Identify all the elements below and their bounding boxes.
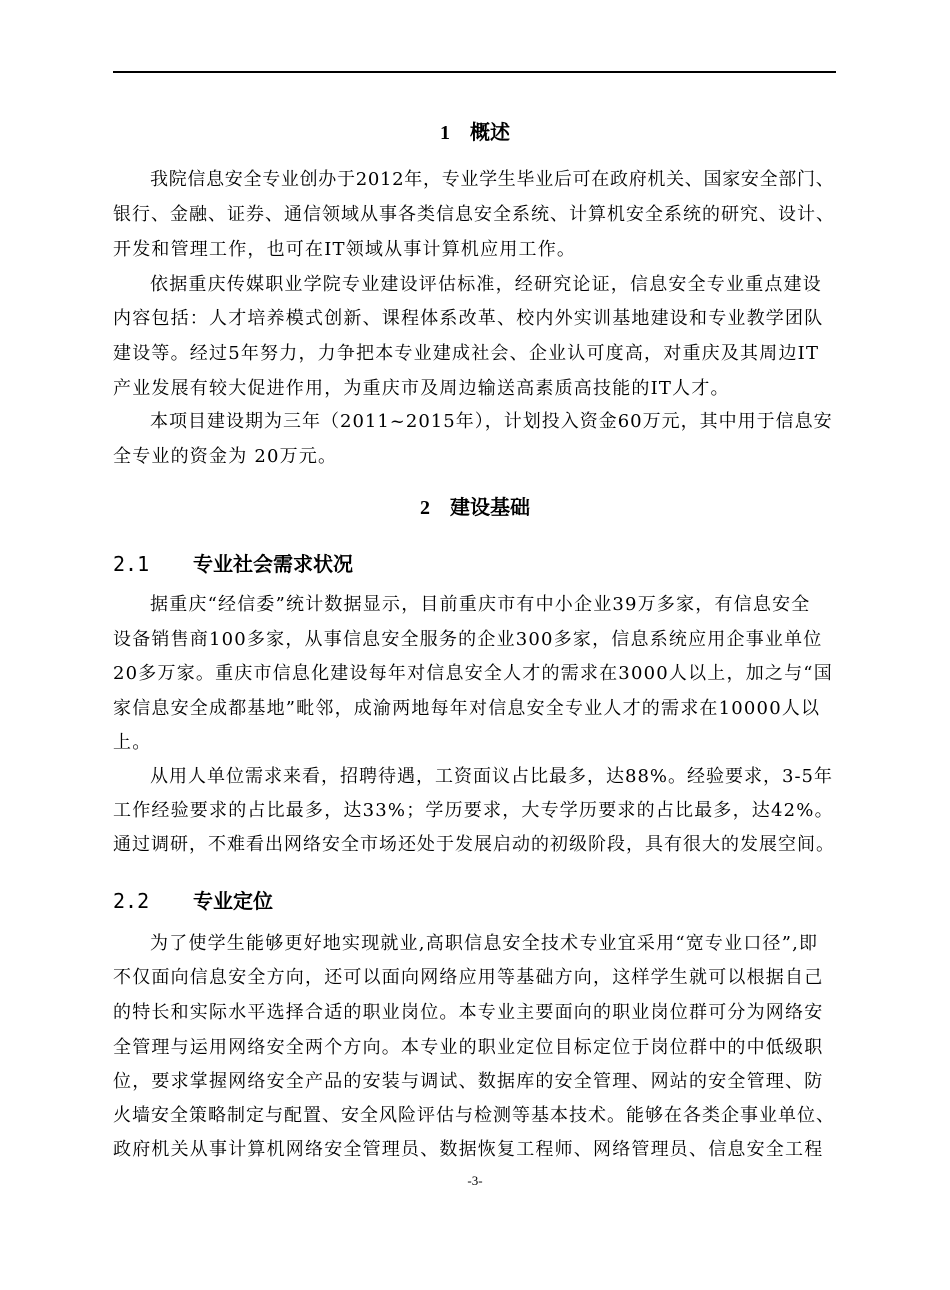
paragraph-line: 本项目建设期为三年（2011~2015年），计划投入资金60万元，其中用于信息安 xyxy=(150,411,833,432)
section-heading-2 xyxy=(0,491,950,520)
section-number: 2 xyxy=(420,497,430,519)
paragraph-line: 通过调研，不难看出网络安全市场还处于发展启动的初级阶段，具有很大的发展空间。 xyxy=(113,834,835,855)
section-number: 1 xyxy=(440,122,450,144)
paragraph-line: 家信息安全成都基地”毗邻，成渝两地每年对信息安全专业人才的需求在10000人以 xyxy=(113,698,821,719)
paragraph-line: 从用人单位需求来看，招聘待遇，工资面议占比最多，达88%。经验要求，3-5年 xyxy=(150,766,833,787)
paragraph-line: 银行、金融、证券、通信领域从事各类信息安全系统、计算机安全系统的研究、设计、 xyxy=(113,204,835,225)
paragraph-line: 全专业的资金为 20万元。 xyxy=(113,446,338,467)
paragraph-line: 产业发展有较大促进作用，为重庆市及周边输送高素质高技能的IT人才。 xyxy=(113,378,730,399)
paragraph-line: 位，要求掌握网络安全产品的安装与调试、数据库的安全管理、网站的安全管理、防 xyxy=(113,1071,824,1092)
section-heading-1 xyxy=(0,116,950,145)
paragraph-line: 依据重庆传媒职业学院专业建设评估标准，经研究论证，信息安全专业重点建设 xyxy=(150,274,822,295)
subsection-title: 专业社会需求状况 xyxy=(193,552,353,576)
paragraph-line: 工作经验要求的占比最多，达33%；学历要求，大专学历要求的占比最多，达42%。 xyxy=(113,800,834,821)
paragraph-line: 据重庆“经信委”统计数据显示，目前重庆市有中小企业39万多家，有信息安全 xyxy=(150,594,811,615)
subsection-number: 2.2 xyxy=(113,889,150,913)
paragraph-line: 为了使学生能够更好地实现就业,高职信息安全技术专业宜采用“宽专业口径”,即 xyxy=(150,933,819,954)
paragraph-line: 不仅面向信息安全方向，还可以面向网络应用等基础方向，这样学生就可以根据自己 xyxy=(113,967,824,988)
paragraph-line: 上。 xyxy=(113,732,152,753)
section-title: 概述 xyxy=(470,120,510,144)
paragraph-line: 开发和管理工作，也可在IT领域从事计算机应用工作。 xyxy=(113,239,577,260)
header-rule xyxy=(113,71,836,73)
paragraph-line: 政府机关从事计算机网络安全管理员、数据恢复工程师、网络管理员、信息安全工程 xyxy=(113,1139,824,1160)
paragraph-line: 建设等。经过5年努力，力争把本专业建成社会、企业认可度高，对重庆及其周边IT xyxy=(113,343,820,364)
subsection-title: 专业定位 xyxy=(193,889,273,913)
paragraph-line: 全管理与运用网络安全两个方向。本专业的职业定位目标定位于岗位群中的中低级职 xyxy=(113,1037,824,1058)
subsection-heading-2-2 xyxy=(113,885,273,914)
subsection-number: 2.1 xyxy=(113,552,150,576)
paragraph-line: 我院信息安全专业创办于2012年，专业学生毕业后可在政府机关、国家安全部门、 xyxy=(150,169,835,190)
paragraph-line: 内容包括：人才培养模式创新、课程体系改革、校内外实训基地建设和专业教学团队 xyxy=(113,308,824,329)
paragraph-line: 设备销售商100多家，从事信息安全服务的企业300多家，信息系统应用企事业单位 xyxy=(113,629,823,650)
paragraph-line: 火墙安全策略制定与配置、安全风险评估与检测等基本技术。能够在各类企事业单位、 xyxy=(113,1105,835,1126)
paragraph-line: 的特长和实际水平选择合适的职业岗位。本专业主要面向的职业岗位群可分为网络安 xyxy=(113,1002,824,1023)
paragraph-line: 20多万家。重庆市信息化建设每年对信息安全人才的需求在3000人以上，加之与“国 xyxy=(113,663,833,684)
page-number: -3- xyxy=(467,1173,483,1188)
section-title: 建设基础 xyxy=(450,495,530,519)
subsection-heading-2-1 xyxy=(113,548,353,577)
